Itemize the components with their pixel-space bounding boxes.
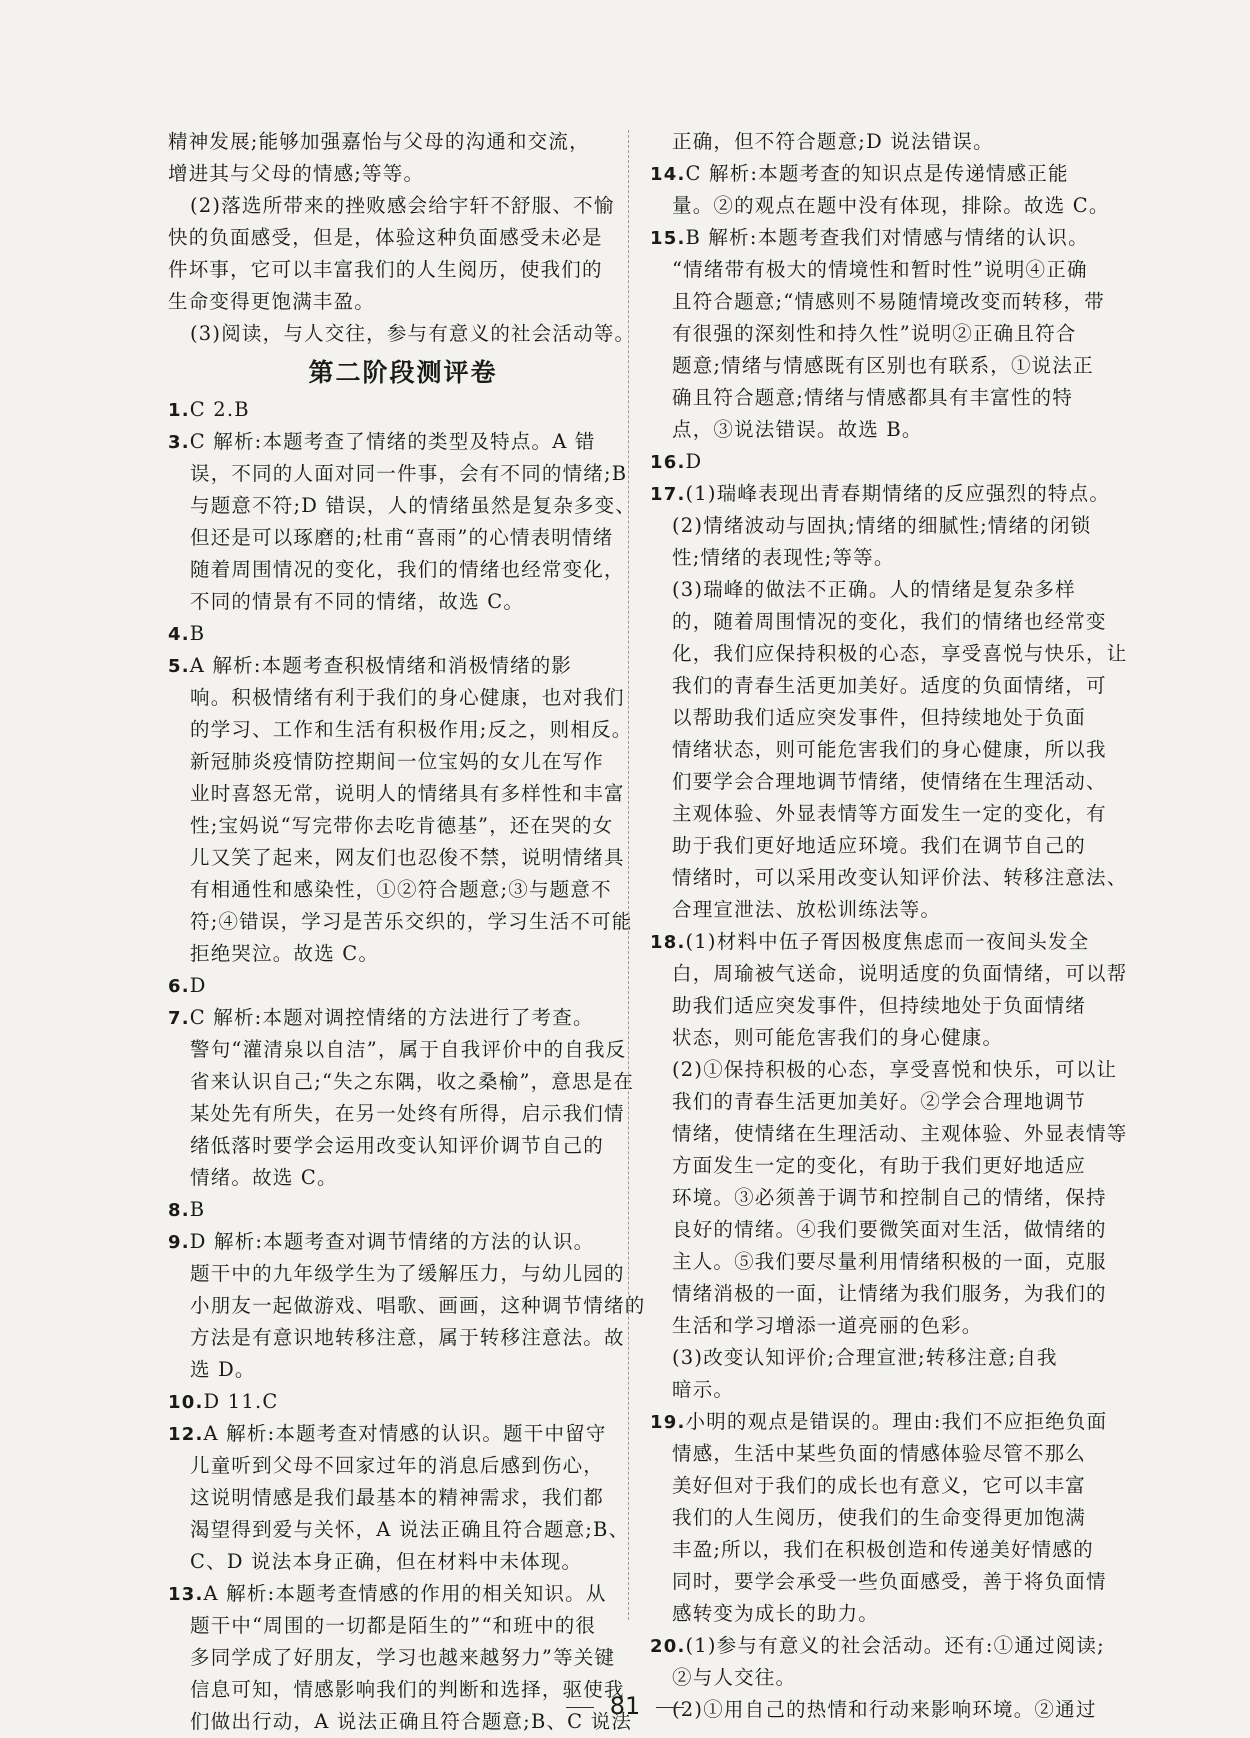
text-line <box>168 1066 638 1098</box>
text-line <box>650 1566 1130 1598</box>
line-text: “情绪带有极大的情境性和暂时性”说明④正确 <box>672 258 1088 281</box>
left-column <box>168 126 646 1738</box>
answer-item <box>168 426 638 458</box>
line-text: C 2.B <box>189 398 250 421</box>
text-line <box>168 682 638 714</box>
question-number: 7. <box>168 1008 190 1029</box>
line-text: 们做出行动，A 说法正确且符合题意;B、C 说法 <box>190 1710 633 1733</box>
line-text: 我们的青春生活更加美好。适度的负面情绪，可 <box>672 674 1107 697</box>
text-line: 增进其与父母的情感;等等。 <box>168 162 425 185</box>
question-number: 13. <box>168 1584 204 1605</box>
text-line <box>650 830 1130 862</box>
line-text: B <box>189 622 206 645</box>
line-text: 儿又笑了起来，网友们也忍俊不禁，说明情绪具 <box>190 846 625 869</box>
line-text: D 解析:本题考查对调节情绪的方法的认识。 <box>189 1230 595 1253</box>
answer-item <box>650 926 1130 958</box>
text-line <box>168 1034 638 1066</box>
line-text: 有相通性和感染性，①②符合题意;③与题意不 <box>190 878 612 901</box>
question-number: 3. <box>168 432 190 453</box>
text-line <box>168 1482 638 1514</box>
text-line <box>650 318 1130 350</box>
line-text: 有很强的深刻性和持久性”说明②正确且符合 <box>672 322 1077 345</box>
line-text: (1)材料中伍子胥因极度焦虑而一夜间头发全 <box>685 930 1090 953</box>
text-line <box>168 1514 638 1546</box>
text-line <box>650 1182 1130 1214</box>
answer-item <box>168 970 638 1002</box>
text-line <box>650 190 1130 222</box>
text-line: 快的负面感受，但是，体验这种负面感受未必是 <box>168 226 603 249</box>
question-number: 14. <box>650 164 686 185</box>
text-line <box>168 1450 638 1482</box>
line-text: 的，随着周围情况的变化，我们的情绪也经常变 <box>672 610 1107 633</box>
text-line <box>650 382 1130 414</box>
text-line <box>168 490 638 522</box>
line-text: 渴望得到爱与关怀，A 说法正确且符合题意;B、 <box>190 1518 630 1541</box>
text-line <box>650 1246 1130 1278</box>
answer-item <box>168 650 638 682</box>
line-text: 我们的人生阅历，使我们的生命变得更加饱满 <box>672 1506 1087 1529</box>
question-number: 10. <box>168 1392 204 1413</box>
text-line <box>650 1534 1130 1566</box>
text-line <box>650 1150 1130 1182</box>
text-line <box>168 1642 638 1674</box>
text-line <box>168 906 638 938</box>
line-text: 信息可知，情感影响我们的判断和选择，驱使我 <box>190 1678 625 1701</box>
column-divider <box>628 130 629 1620</box>
text-line <box>168 1322 638 1354</box>
line-text: 丰盈;所以，我们在积极创造和传递美好情感的 <box>672 1538 1094 1561</box>
question-number: 18. <box>650 932 686 953</box>
line-text: 美好但对于我们的成长也有意义，它可以丰富 <box>672 1474 1087 1497</box>
answer-item <box>650 446 1130 478</box>
line-text: D <box>189 974 207 997</box>
line-text: ②与人交往。 <box>672 1666 797 1689</box>
text-line <box>650 734 1130 766</box>
line-text: 性;情绪的表现性;等等。 <box>672 546 895 569</box>
question-number: 8. <box>168 1200 190 1221</box>
line-text: 情绪消极的一面，让情绪为我们服务，为我们的 <box>672 1282 1107 1305</box>
line-text: C、D 说法本身正确，但在材料中未体现。 <box>190 1550 583 1573</box>
text-line <box>650 574 1130 606</box>
text-line <box>650 958 1130 990</box>
text-line <box>168 522 638 554</box>
line-text: 不同的情景有不同的情绪，故选 C。 <box>190 590 525 613</box>
text-line <box>650 1054 1130 1086</box>
text-line <box>168 1130 638 1162</box>
text-line <box>650 1214 1130 1246</box>
line-text: 们要学会合理地调节情绪，使情绪在生理活动、 <box>672 770 1107 793</box>
line-text: 小朋友一起做游戏、唱歌、画画，这种调节情绪的 <box>190 1294 646 1317</box>
line-text: 助于我们更好地适应环境。我们在调节自己的 <box>672 834 1087 857</box>
line-text: (3)改变认知评价;合理宣泄;转移注意;自我 <box>672 1346 1058 1369</box>
line-text: 情感，生活中某些负面的情感体验尽管不那么 <box>672 1442 1087 1465</box>
line-text: 情绪，使情绪在生理活动、主观体验、外显表情等 <box>672 1122 1128 1145</box>
text-line <box>650 606 1130 638</box>
answer-item <box>168 1578 638 1610</box>
line-text: B 解析:本题考查我们对情感与情绪的认识。 <box>685 226 1089 249</box>
text-line <box>650 254 1130 286</box>
text-line <box>650 766 1130 798</box>
text-line: (2)落选所带来的挫败感会给宇轩不舒服、不愉 <box>190 194 615 217</box>
text-line <box>168 1162 638 1194</box>
text-line <box>650 1086 1130 1118</box>
text-line <box>650 1662 1130 1694</box>
line-text: 某处先有所失，在另一处终有所得，启示我们情 <box>190 1102 625 1125</box>
line-text: 以帮助我们适应突发事件，但持续地处于负面 <box>672 706 1087 729</box>
line-text: A 解析:本题考查积极情绪和消极情绪的影 <box>189 654 573 677</box>
line-text: 情绪时，可以采用改变认知评价法、转移注意法、 <box>672 866 1128 889</box>
answer-item <box>168 1194 638 1226</box>
text-line <box>650 1598 1130 1630</box>
text-line <box>168 458 638 490</box>
line-text: 题干中的九年级学生为了缓解压力，与幼儿园的 <box>190 1262 625 1285</box>
text-line <box>168 874 638 906</box>
line-text: 绪低落时要学会运用改变认知评价调节自己的 <box>190 1134 605 1157</box>
line-text: A 解析:本题考查情感的作用的相关知识。从 <box>203 1582 607 1605</box>
answer-item <box>650 478 1130 510</box>
text-line <box>168 938 638 970</box>
line-text: 但还是可以琢磨的;杜甫“喜雨”的心情表明情绪 <box>190 526 614 549</box>
line-text: (2)①用自己的热情和行动来影响环境。②通过 <box>672 1698 1097 1721</box>
text-line <box>650 670 1130 702</box>
line-text: D <box>685 450 703 473</box>
page-number-text: 81 <box>609 1692 641 1720</box>
question-number: 5. <box>168 656 190 677</box>
line-text: 主人。⑤我们要尽量利用情绪积极的一面，克服 <box>672 1250 1107 1273</box>
line-text: 的学习、工作和生活有积极作用;反之，则相反。 <box>190 718 633 741</box>
line-text: 警句“灌清泉以自洁”，属于自我评价中的自我反 <box>190 1038 627 1061</box>
line-text: 符;④错误，学习是苦乐交织的，学习生活不可能 <box>190 910 633 933</box>
answer-item <box>650 158 1130 190</box>
text-line <box>650 1438 1130 1470</box>
text-line <box>168 714 638 746</box>
line-text: C 解析:本题考查了情绪的类型及特点。A 错 <box>189 430 596 453</box>
text-line <box>650 542 1130 574</box>
line-text: C 解析:本题考查的知识点是传递情感正能 <box>685 162 1069 185</box>
text-line: 生命变得更饱满丰盈。 <box>168 290 376 313</box>
line-text: (1)瑞峰表现出青春期情绪的反应强烈的特点。 <box>685 482 1111 505</box>
line-text: 暗示。 <box>672 1378 735 1401</box>
line-text: C 解析:本题对调控情绪的方法进行了考查。 <box>189 1006 594 1029</box>
text-line <box>650 894 1130 926</box>
line-text: 良好的情绪。④我们要微笑面对生活，做情绪的 <box>672 1218 1107 1241</box>
line-text: 情绪状态，则可能危害我们的身心健康，所以我 <box>672 738 1107 761</box>
text-line <box>650 1278 1130 1310</box>
line-text: 省来认识自己;“失之东隅，收之桑榆”，意思是在 <box>190 1070 635 1093</box>
question-number: 16. <box>650 452 686 473</box>
line-text: 情绪。故选 C。 <box>190 1166 338 1189</box>
line-text: 量。②的观点在题中没有体现，排除。故选 C。 <box>672 194 1110 217</box>
text-line <box>168 586 638 618</box>
line-text: 点，③说法错误。故选 B。 <box>672 418 923 441</box>
line-text: 化，我们应保持积极的心态，享受喜悦与快乐，让 <box>672 642 1128 665</box>
line-text: D 11.C <box>203 1390 279 1413</box>
text-line: 件坏事，它可以丰富我们的人生阅历，使我们的 <box>168 258 603 281</box>
line-text: 选 D。 <box>190 1358 256 1381</box>
text-line <box>650 286 1130 318</box>
line-text: 题意;情绪与情感既有区别也有联系，①说法正 <box>672 354 1094 377</box>
page-number <box>0 1692 1250 1720</box>
text-line <box>650 1374 1130 1406</box>
line-text: 小明的观点是错误的。理由:我们不应拒绝负面 <box>685 1410 1108 1433</box>
text-line <box>650 414 1130 446</box>
line-text: (1)参与有意义的社会活动。还有:①通过阅读; <box>685 1634 1105 1657</box>
line-text: 拒绝哭泣。故选 C。 <box>190 942 380 965</box>
text-line <box>168 554 638 586</box>
question-number: 1. <box>168 400 190 421</box>
line-text: (2)情绪波动与固执;情绪的细腻性;情绪的闭锁 <box>672 514 1092 537</box>
text-line <box>650 990 1130 1022</box>
line-text: 助我们适应突发事件，但持续地处于负面情绪 <box>672 994 1087 1017</box>
answer-item <box>168 618 638 650</box>
question-number: 19. <box>650 1412 686 1433</box>
question-number: 20. <box>650 1636 686 1657</box>
question-number: 12. <box>168 1424 204 1445</box>
text-line <box>650 510 1130 542</box>
answer-item <box>650 1406 1130 1438</box>
text-line: 精神发展;能够加强嘉怡与父母的沟通和交流， <box>168 130 590 153</box>
line-text: 白，周瑜被气送命，说明适度的负面情绪，可以帮 <box>672 962 1128 985</box>
line-text: 确且符合题意;情绪与情感都具有丰富性的特 <box>672 386 1074 409</box>
line-text: 响。积极情绪有利于我们的身心健康，也对我们 <box>190 686 625 709</box>
line-text: 误，不同的人面对同一件事，会有不同的情绪;B <box>190 462 628 485</box>
line-text: 与题意不符;D 错误，人的情绪虽然是复杂多变、 <box>190 494 637 517</box>
text-line <box>168 1354 638 1386</box>
text-line <box>650 1342 1130 1374</box>
line-text: 新冠肺炎疫情防控期间一位宝妈的女儿在写作 <box>190 750 605 773</box>
text-line <box>168 1098 638 1130</box>
question-number: 17. <box>650 484 686 505</box>
line-text: 方法是有意识地转移注意，属于转移注意法。故 <box>190 1326 625 1349</box>
text-line <box>650 1310 1130 1342</box>
question-number: 4. <box>168 624 190 645</box>
line-text: B <box>189 1198 206 1221</box>
answer-item <box>168 1226 638 1258</box>
section-heading: 第二阶段测评卷 <box>308 358 498 387</box>
line-text: 我们的青春生活更加美好。②学会合理地调节 <box>672 1090 1087 1113</box>
line-text: A 解析:本题考查对情感的认识。题干中留守 <box>203 1422 607 1445</box>
line-text: (3)瑞峰的做法不正确。人的情绪是复杂多样 <box>672 578 1076 601</box>
text-line <box>168 842 638 874</box>
text-line <box>650 1022 1130 1054</box>
line-text: 合理宣泄法、放松训练法等。 <box>672 898 942 921</box>
line-text: 业时喜怒无常，说明人的情绪具有多样性和丰富 <box>190 782 625 805</box>
line-text: 且符合题意;“情感则不易随情境改变而转移，带 <box>672 290 1105 313</box>
answer-item <box>168 1386 638 1418</box>
line-text: 状态，则可能危害我们的身心健康。 <box>672 1026 1004 1049</box>
line-text: 多同学成了好朋友，学习也越来越努力”等关键 <box>190 1646 616 1669</box>
line-text: 正确，但不符合题意;D 说法错误。 <box>672 130 994 153</box>
answer-item <box>650 222 1130 254</box>
text-line <box>650 126 1130 158</box>
answer-item <box>650 1630 1130 1662</box>
text-line <box>168 1258 638 1290</box>
text-line <box>650 1470 1130 1502</box>
line-text: 感转变为成长的助力。 <box>672 1602 880 1625</box>
answer-item <box>168 1002 638 1034</box>
answer-item <box>168 394 638 426</box>
text-line <box>650 1118 1130 1150</box>
line-text: 性;宝妈说“写完带你去吃肯德基”，还在哭的女 <box>190 814 614 837</box>
text-line <box>650 862 1130 894</box>
text-line <box>650 638 1130 670</box>
text-line <box>650 1502 1130 1534</box>
text-line <box>168 1610 638 1642</box>
question-number: 6. <box>168 976 190 997</box>
line-text: 方面发生一定的变化，有助于我们更好地适应 <box>672 1154 1087 1177</box>
text-line <box>650 350 1130 382</box>
line-text: 随着周围情况的变化，我们的情绪也经常变化， <box>190 558 625 581</box>
question-number: 15. <box>650 228 686 249</box>
question-number: 9. <box>168 1232 190 1253</box>
line-text: 题干中“周围的一切都是陌生的”“和班中的很 <box>190 1614 597 1637</box>
text-line <box>168 810 638 842</box>
line-text: 生活和学习增添一道亮丽的色彩。 <box>672 1314 983 1337</box>
line-text: 儿童听到父母不回家过年的消息后感到伤心， <box>190 1454 605 1477</box>
text-line <box>168 746 638 778</box>
text-line <box>650 702 1130 734</box>
right-column <box>650 126 1130 1726</box>
text-line: (3)阅读，与人交往，参与有意义的社会活动等。 <box>190 322 636 345</box>
line-text: 主观体验、外显表情等方面发生一定的变化，有 <box>672 802 1107 825</box>
line-text: 这说明情感是我们最基本的精神需求，我们都 <box>190 1486 605 1509</box>
line-text: (2)①保持积极的心态，享受喜悦和快乐，可以让 <box>672 1058 1118 1081</box>
answer-item <box>168 1418 638 1450</box>
line-text: 环境。③必须善于调节和控制自己的情绪，保持 <box>672 1186 1107 1209</box>
text-line <box>168 1546 638 1578</box>
text-line <box>650 798 1130 830</box>
line-text: 同时，要学会承受一些负面感受，善于将负面情 <box>672 1570 1107 1593</box>
text-line <box>168 778 638 810</box>
text-line <box>168 1290 646 1322</box>
